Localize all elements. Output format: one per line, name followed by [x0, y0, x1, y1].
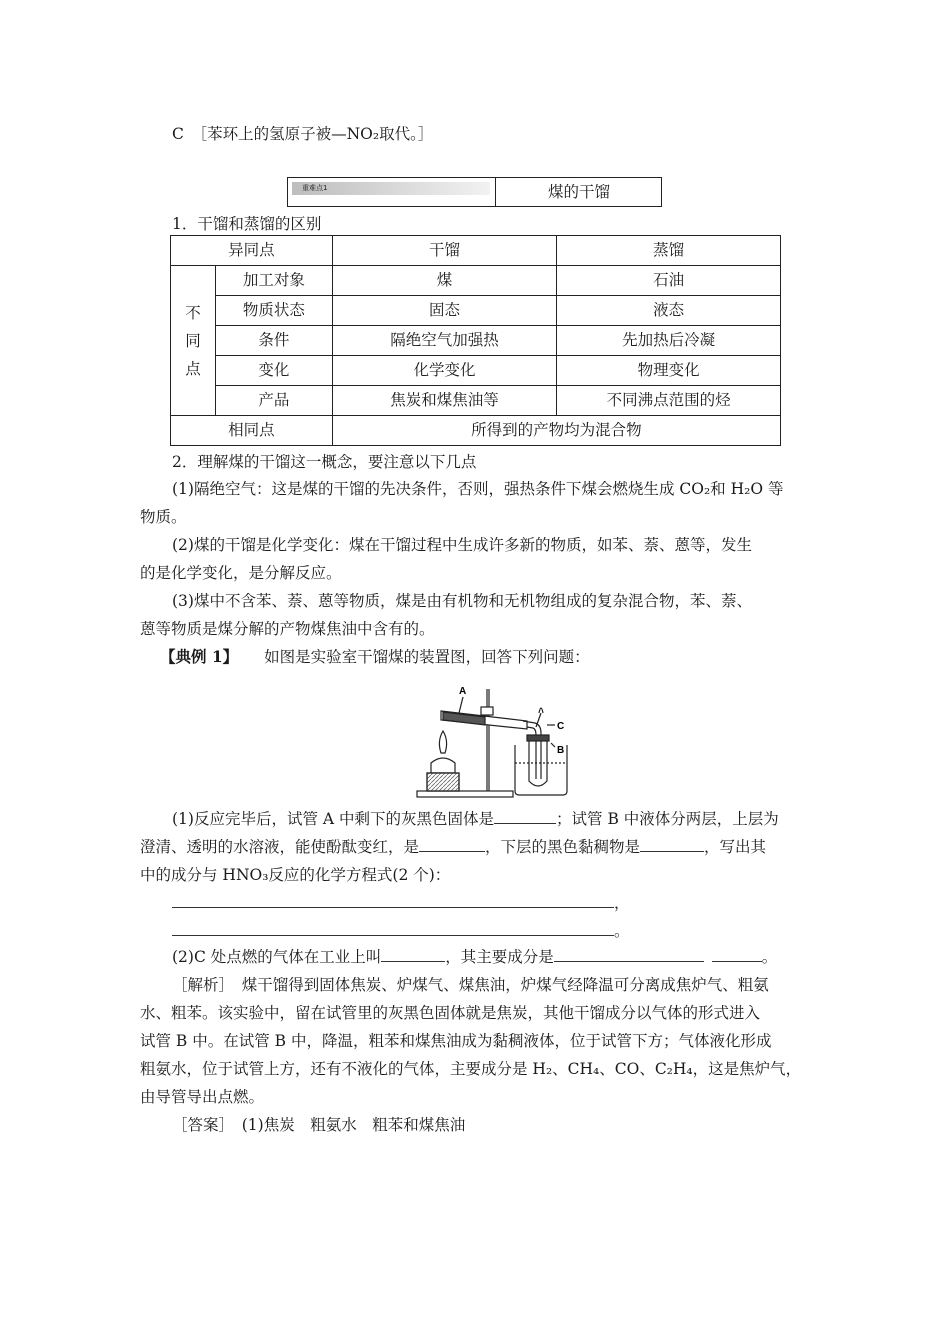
analysis-line-3: 试管 B 中。在试管 B 中，降温，粗苯和煤焦油成为黏稠液体，位于试管下方；气体液化形成 [140, 1032, 772, 1050]
analysis-line-5: 由导管导出点燃。 [140, 1088, 265, 1106]
distill-cell: 先加热后冷凝 [557, 326, 781, 356]
punctuation: ， [614, 894, 630, 912]
question-text: ，写出其 [704, 838, 767, 856]
answer-blank[interactable] [494, 809, 556, 824]
section-badge: 重难点1 [292, 182, 490, 195]
label-b: B [557, 745, 565, 756]
answer-blank[interactable] [554, 947, 704, 962]
point-2-line-2: 的是化学变化，是分解反应。 [140, 564, 342, 582]
question-text: (1)反应完毕后，试管 A 中剩下的灰黑色固体是 [172, 810, 495, 828]
punctuation: 。 [614, 922, 630, 940]
answer-blank[interactable] [381, 947, 445, 962]
same-label-cell: 相同点 [171, 416, 333, 446]
question-1-line-3: 中的成分与 HNO₃反应的化学方程式(2 个)： [140, 866, 451, 884]
example-text: 如图是实验室干馏煤的装置图，回答下列问题： [264, 648, 590, 666]
question-text: (2)C 处点燃的气体在工业上叫 [172, 948, 382, 966]
table-row [171, 416, 781, 446]
question-text: ，其主要成分是 [445, 948, 554, 966]
question-1-line-2 [140, 835, 766, 857]
item-cell: 加工对象 [215, 266, 332, 296]
label-c: C [557, 721, 565, 732]
dry-cell: 焦炭和煤焦油等 [332, 386, 557, 416]
question-2 [172, 945, 777, 967]
answer-blank[interactable] [172, 893, 614, 908]
comparison-table [170, 235, 781, 446]
item-cell: 产品 [215, 386, 332, 416]
answer-blank[interactable] [712, 947, 762, 962]
table-row [171, 386, 781, 416]
label-a: A [459, 686, 467, 697]
table-row [171, 266, 781, 296]
dry-cell: 煤 [332, 266, 557, 296]
subsection-2-title: 2．理解煤的干馏这一概念，要注意以下几点 [172, 453, 477, 471]
question-text: ，下层的黑色黏稠物是 [485, 838, 641, 856]
table-row [171, 326, 781, 356]
answer-line: ［答案］ (1)焦炭 粗氨水 粗苯和煤焦油 [172, 1116, 466, 1134]
answer-blank[interactable] [640, 837, 704, 852]
item-cell: 变化 [215, 356, 332, 386]
question-text: 澄清、透明的水溶液，能使酚酞变红，是 [140, 838, 420, 856]
analysis-line-1: ［解析］ 煤干馏得到固体焦炭、炉煤气、煤焦油，炉煤气经降温可分离成焦炉气、粗氨 [172, 976, 769, 994]
answer-blank[interactable] [419, 837, 485, 852]
distill-cell: 不同沸点范围的烃 [557, 386, 781, 416]
item-cell: 条件 [215, 326, 332, 356]
equation-line-1 [172, 891, 630, 913]
example-heading [160, 645, 590, 667]
header-cell: 干馏 [332, 236, 557, 266]
dry-cell: 化学变化 [332, 356, 557, 386]
difference-char: 点 [185, 359, 201, 378]
header-cell: 异同点 [171, 236, 333, 266]
header-cell: 蒸馏 [557, 236, 781, 266]
point-1-line-1: (1)隔绝空气：这是煤的干馏的先决条件，否则，强热条件下煤会燃烧生成 CO₂和 H₂O 等 [172, 480, 784, 498]
answer-blank[interactable] [172, 921, 614, 936]
point-3-line-1: (3)煤中不含苯、萘、蒽等物质，煤是由有机物和无机物组成的复杂混合物，苯、萘、 [172, 592, 752, 610]
analysis-line-4: 粗氨水，位于试管上方，还有不液化的气体，主要成分是 H₂、CH₄、CO、C₂H₄，这是焦炉气， [140, 1060, 802, 1078]
same-value-cell: 所得到的产物均为混合物 [332, 416, 780, 446]
distill-cell: 物理变化 [557, 356, 781, 386]
dry-cell: 固态 [332, 296, 557, 326]
difference-char: 同 [185, 331, 201, 350]
equation-line-2 [172, 919, 630, 941]
dry-cell: 隔绝空气加强热 [332, 326, 557, 356]
distill-cell: 石油 [557, 266, 781, 296]
point-2-line-1: (2)煤的干馏是化学变化：煤在干馏过程中生成许多新的物质，如苯、萘、蒽等，发生 [172, 536, 752, 554]
section-header [287, 177, 662, 207]
difference-char: 不 [185, 303, 201, 322]
point-1-line-2: 物质。 [140, 508, 187, 526]
intro-answer: C ［苯环上的氢原子被—NO₂取代。］ [172, 125, 434, 143]
dry-distillation-apparatus-figure [415, 683, 585, 800]
distill-cell: 液态 [557, 296, 781, 326]
example-label: 【典例 1】 [160, 647, 239, 666]
table-row [171, 296, 781, 326]
subsection-1-title: 1．干馏和蒸馏的区别 [172, 215, 322, 233]
section-title: 煤的干馏 [547, 183, 610, 201]
difference-label-cell [171, 266, 216, 416]
table-row [171, 356, 781, 386]
point-3-line-2: 蒽等物质是煤分解的产物煤焦油中含有的。 [140, 620, 435, 638]
question-text: ；试管 B 中液体分两层，上层为 [556, 810, 779, 828]
table-header-row [171, 236, 781, 266]
analysis-line-2: 水、粗苯。该实验中，留在试管里的灰黑色固体就是焦炭，其他干馏成分以气体的形式进入 [140, 1004, 761, 1022]
punctuation: 。 [761, 948, 778, 966]
item-cell: 物质状态 [215, 296, 332, 326]
question-1-line-1 [172, 807, 779, 829]
